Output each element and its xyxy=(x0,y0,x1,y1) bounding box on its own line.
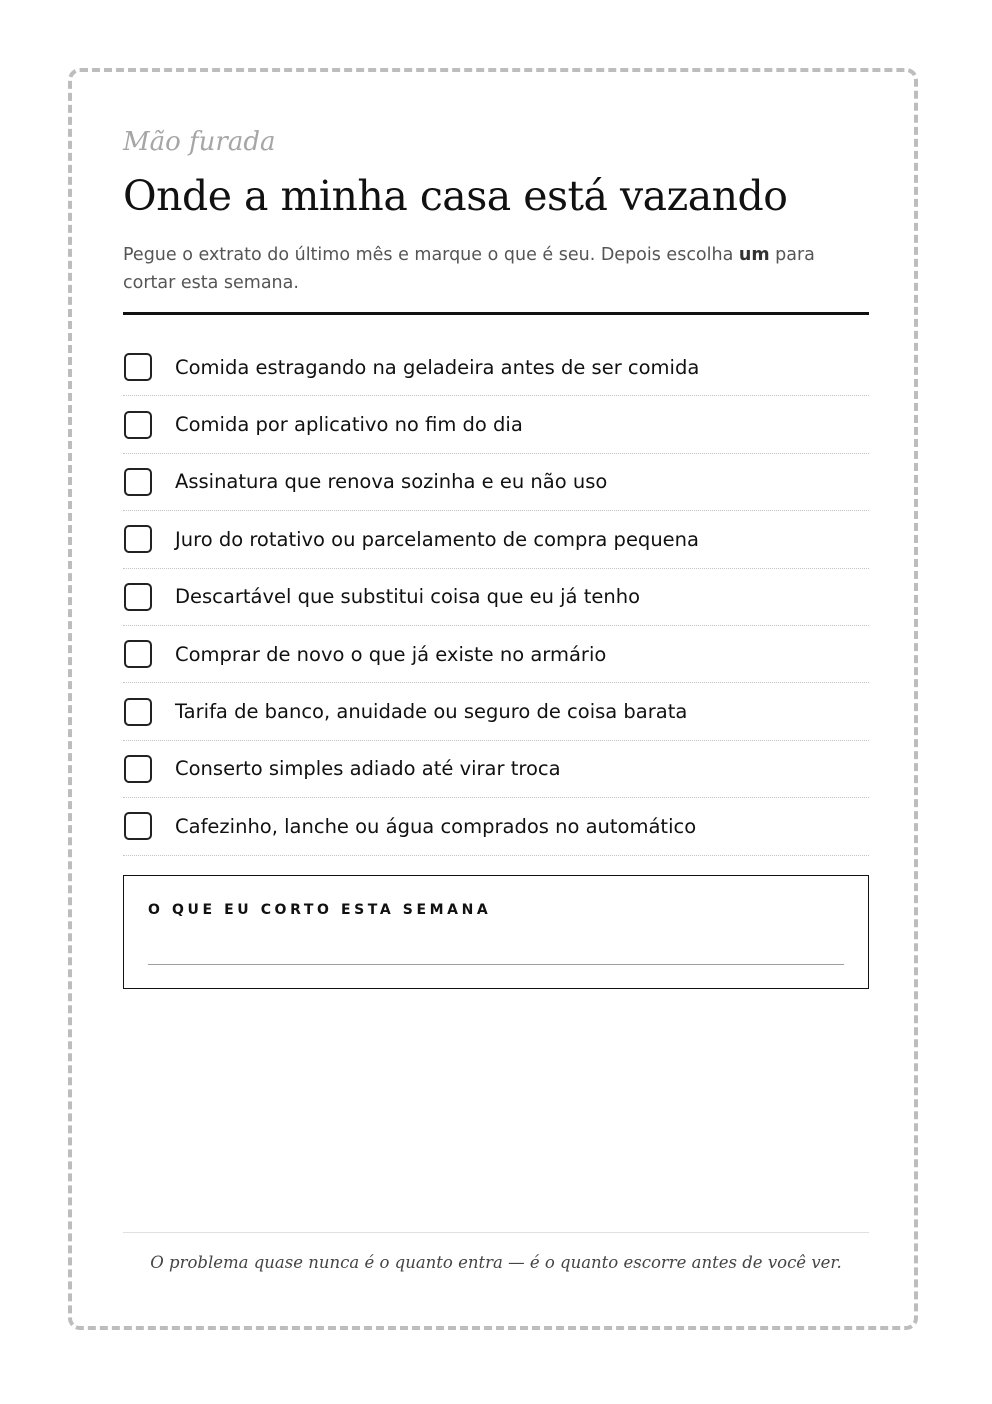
checklist-item-label: Juro do rotativo ou parcelamento de compra pequena xyxy=(175,527,699,551)
eyebrow: Mão furada xyxy=(123,127,276,157)
checklist-item[interactable] xyxy=(123,569,869,626)
checkbox[interactable] xyxy=(124,583,152,611)
intro-text-emphasis: um xyxy=(738,245,770,265)
page-title: Onde a minha casa está vazando xyxy=(123,172,788,220)
checklist-item[interactable] xyxy=(123,798,869,855)
checklist-item-label: Descartável que substitui coisa que eu já tenho xyxy=(175,585,641,609)
checklist-item-label: Cafezinho, lanche ou água comprados no automático xyxy=(175,814,697,838)
checkbox[interactable] xyxy=(124,525,152,553)
checklist-item[interactable] xyxy=(123,454,869,511)
footer-quote: O problema quase nunca é o quanto entra — é o quanto escorre antes de você ver. xyxy=(150,1253,842,1272)
checklist-item[interactable] xyxy=(123,396,869,453)
title-divider xyxy=(123,312,869,315)
checkbox[interactable] xyxy=(124,468,152,496)
checkbox[interactable] xyxy=(124,812,152,840)
checklist-item[interactable] xyxy=(123,626,869,683)
footer-divider xyxy=(123,1232,869,1233)
checklist-item-label: Comida por aplicativo no fim do dia xyxy=(175,413,523,437)
checkbox[interactable] xyxy=(124,698,152,726)
checkbox[interactable] xyxy=(124,353,152,381)
weekly-cut-label: O QUE EU CORTO ESTA SEMANA xyxy=(148,902,492,918)
weekly-cut-box xyxy=(123,875,869,989)
weekly-cut-write-line[interactable] xyxy=(148,964,844,965)
checklist xyxy=(123,339,869,856)
intro-text-end: para cortar esta semana. xyxy=(123,245,815,293)
checkbox[interactable] xyxy=(124,640,152,668)
checklist-item-label: Comprar de novo o que já existe no armário xyxy=(175,642,607,666)
checklist-item-label: Conserto simples adiado até virar troca xyxy=(175,757,561,781)
checklist-item-label: Tarifa de banco, anuidade ou seguro de coisa barata xyxy=(175,700,688,724)
intro-text xyxy=(123,241,869,297)
checklist-item[interactable] xyxy=(123,741,869,798)
checkbox[interactable] xyxy=(124,755,152,783)
checklist-item-label: Assinatura que renova sozinha e eu não uso xyxy=(175,470,608,494)
checklist-item-label: Comida estragando na geladeira antes de ser comida xyxy=(175,355,700,379)
checklist-item[interactable] xyxy=(123,683,869,740)
intro-text-start: Pegue o extrato do último mês e marque o que é seu. Depois escolha xyxy=(123,245,739,265)
checkbox[interactable] xyxy=(124,411,152,439)
checklist-item[interactable] xyxy=(123,511,869,568)
checklist-item[interactable] xyxy=(123,339,869,396)
